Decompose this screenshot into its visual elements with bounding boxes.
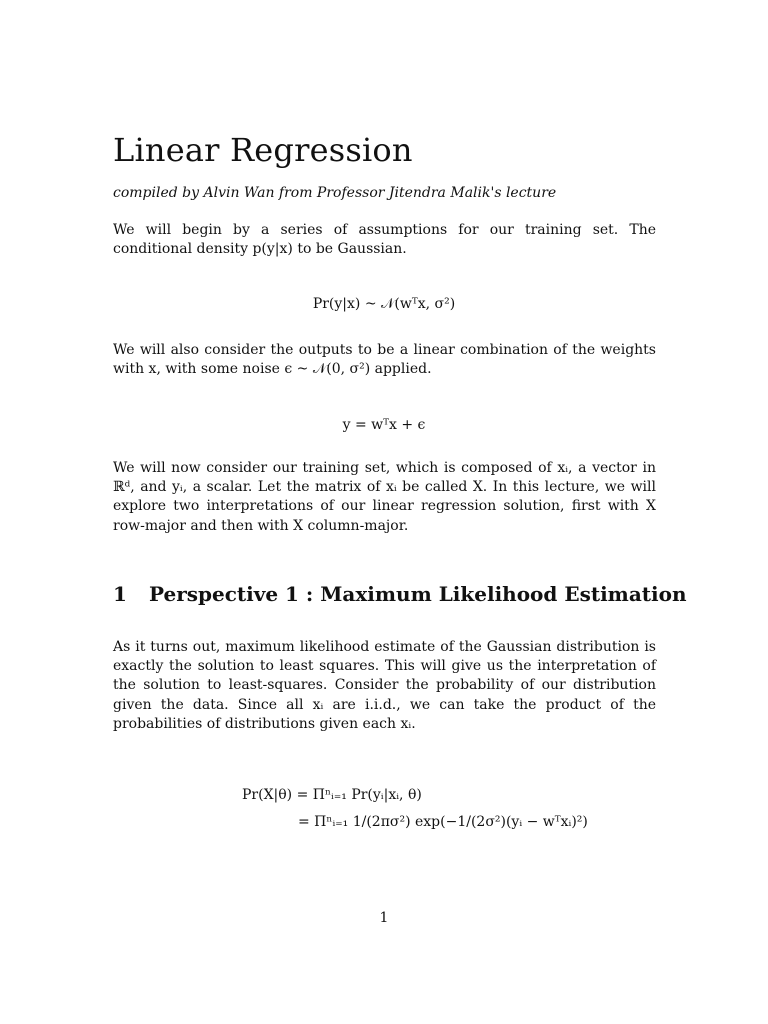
section-number: 1 (113, 582, 127, 606)
paragraph-linear-combination: We will also consider the outputs to be a linear combination of the weights with x, with some noise ϵ ~ 𝒩(0, σ²) applied. (113, 342, 656, 378)
equation-conditional-density: Pr(y|x) ~ 𝒩(wᵀx, σ²) (312, 296, 456, 312)
section-title: Perspective 1 : Maximum Likelihood Estimation (149, 582, 687, 606)
paragraph-training-set: We will now consider our training set, which is composed of xᵢ, a vector in ℝᵈ, and yᵢ, a scalar. Let the matrix of xᵢ be called X. In this lecture, we will explore two interpretations of our linear regression solution, first with X row-major and then with X column-major. (113, 460, 656, 534)
equation-linear-model: y = wᵀx + ϵ (342, 417, 426, 433)
equation-likelihood-line1: Pr(X|θ) = Πⁿᵢ₌₁ Pr(yᵢ|xᵢ, θ) (242, 787, 422, 803)
section-heading (113, 580, 687, 608)
equation-likelihood-line2: = Πⁿᵢ₌₁ 1/(2πσ²) exp(−1/(2σ²)(yᵢ − wᵀxᵢ)²) (298, 814, 588, 830)
paragraph-mle: As it turns out, maximum likelihood estimate of the Gaussian distribution is exactly the solution to least squares. This will give us the interpretation of the solution to least-squares. Consider the probability of our distribution given the data. Since all xᵢ are i.i.d., we can take the product of the probabilities of distributions given each xᵢ. (113, 639, 656, 732)
page-number: 1 (379, 910, 389, 926)
paragraph-intro: We will begin by a series of assumptions for our training set. The conditional density p(y|x) to be Gaussian. (113, 222, 656, 258)
document-byline: compiled by Alvin Wan from Professor Jitendra Malik's lecture (113, 185, 557, 201)
document-title: Linear Regression (113, 131, 413, 169)
